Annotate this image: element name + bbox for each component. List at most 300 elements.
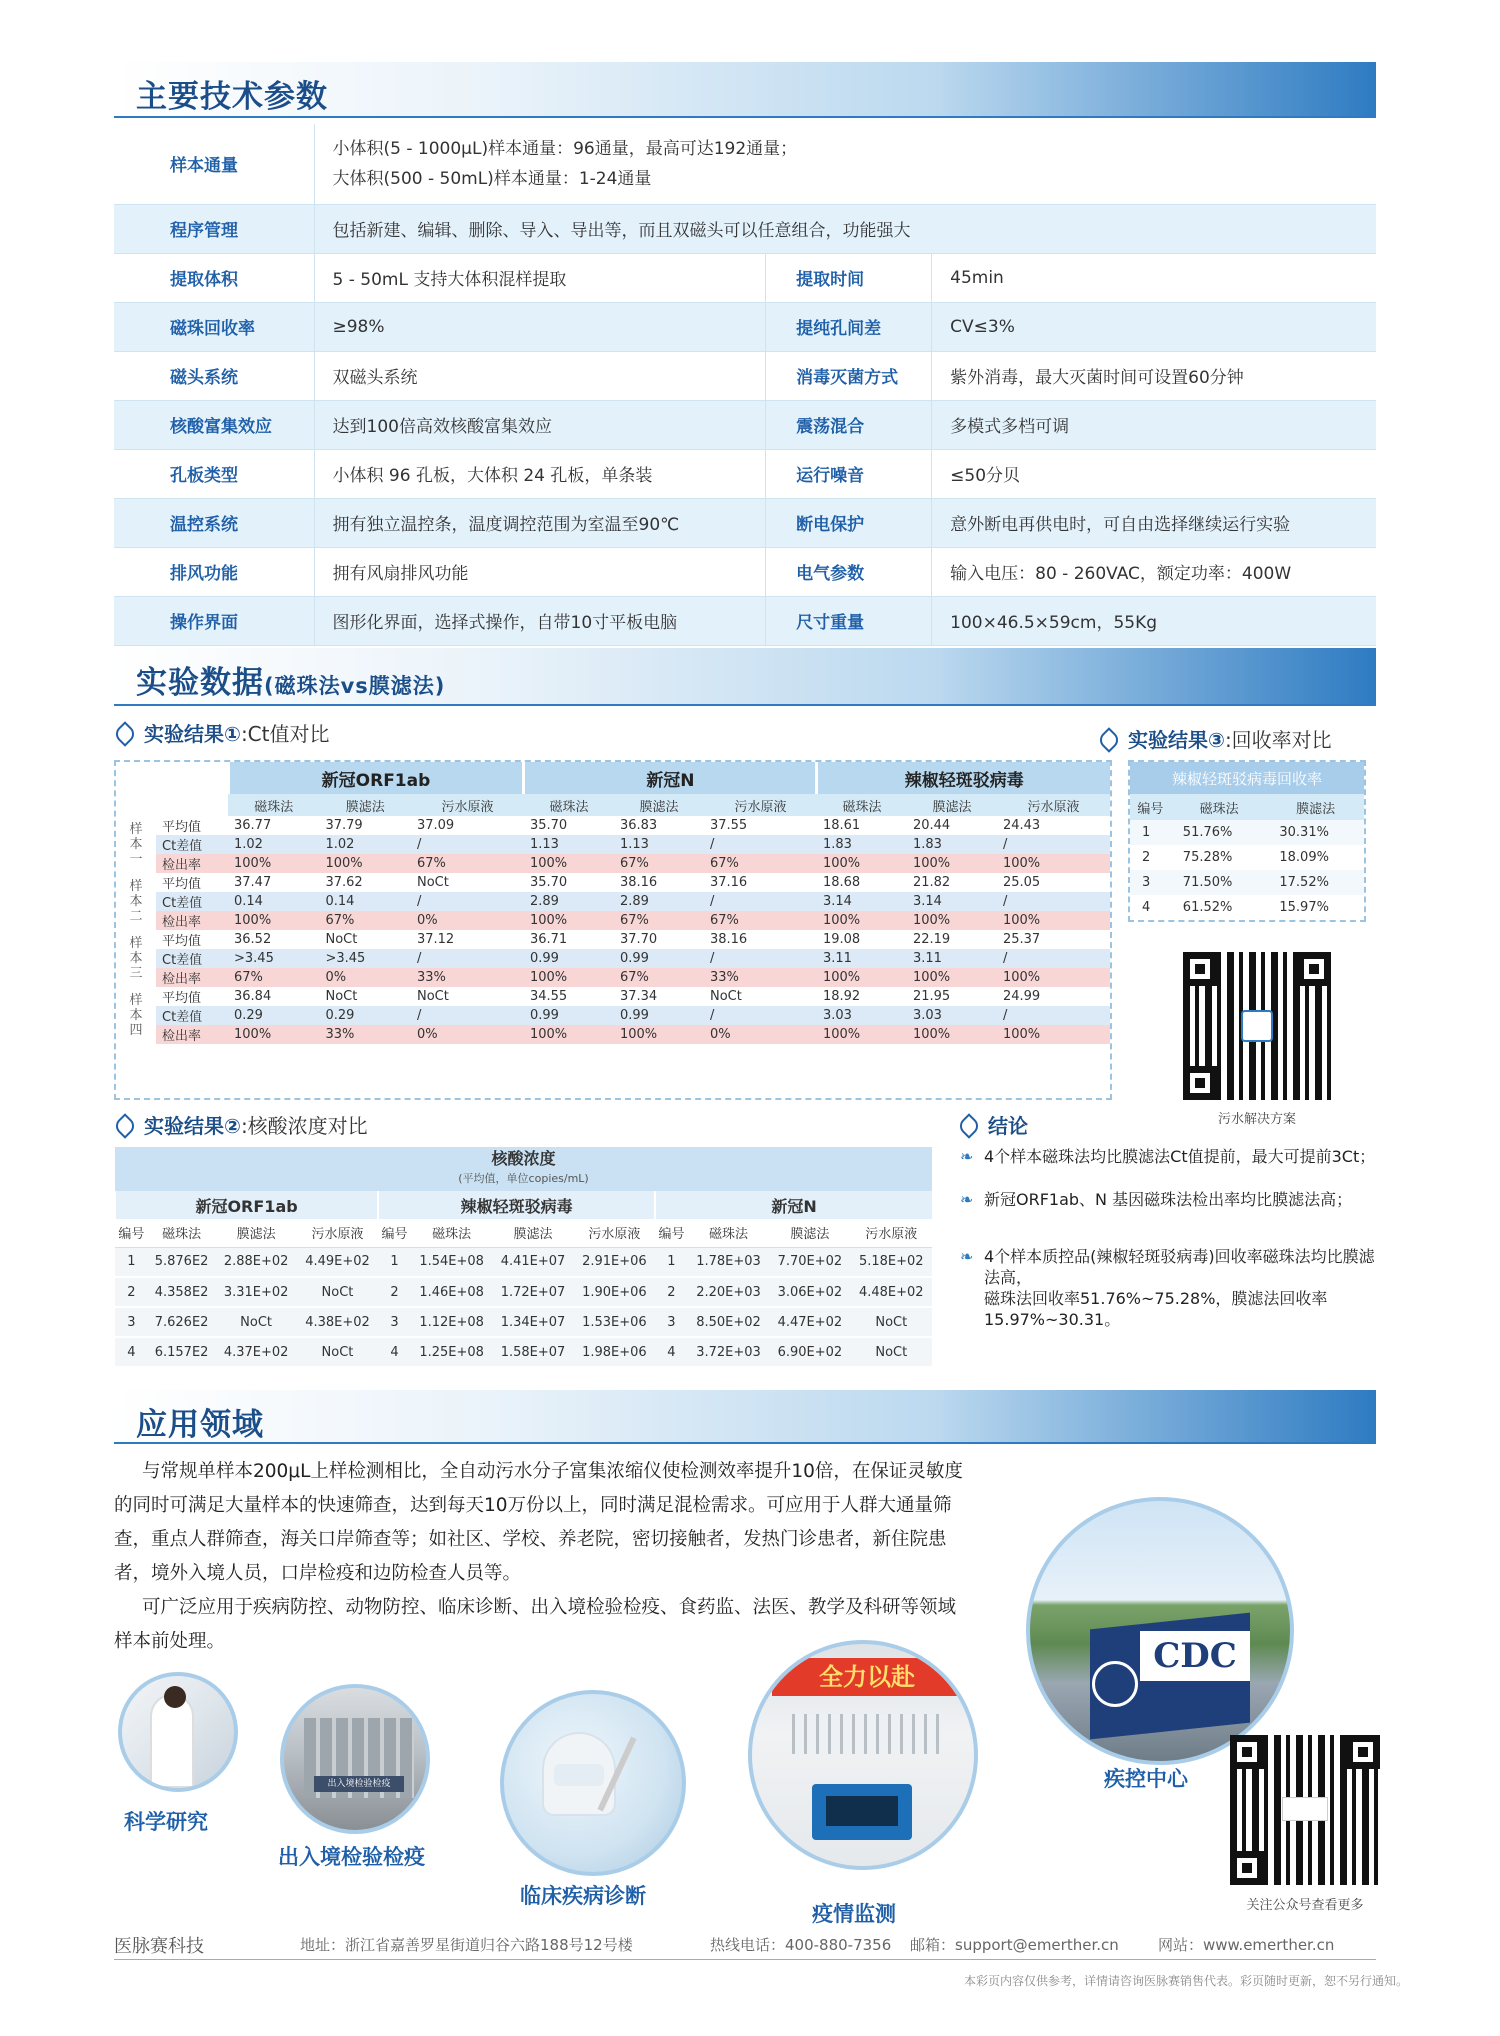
group-header: 新冠ORF1ab bbox=[115, 1191, 378, 1219]
spec-key: 核酸富集效应 bbox=[114, 400, 314, 449]
row-label: 检出率 bbox=[156, 911, 228, 930]
result3-heading: 实验结果③:回收率对比 bbox=[1100, 724, 1332, 753]
qr-code-wechat bbox=[1230, 1735, 1380, 1885]
footer-tel: 热线电话：400-880-7356 bbox=[710, 1936, 892, 1954]
sub-header: 磁珠法 bbox=[148, 1219, 216, 1247]
sub-header: 编号 bbox=[378, 1219, 411, 1247]
cell: 3.14 bbox=[817, 892, 907, 911]
cell: 100% bbox=[524, 911, 614, 930]
cell: 4.358E2 bbox=[148, 1277, 216, 1307]
group-header: 新冠N bbox=[524, 762, 817, 794]
cell: 36.52 bbox=[234, 932, 272, 947]
ct-row bbox=[116, 835, 1110, 854]
row-label: Ct差值 bbox=[156, 1006, 228, 1025]
cell: 100% bbox=[817, 968, 907, 987]
footer-email[interactable]: 邮箱：support@emerther.cn bbox=[910, 1936, 1119, 1954]
cell: NoCt bbox=[416, 989, 449, 1004]
cell: 2 bbox=[115, 1277, 148, 1307]
conclusion-item: ❧ 新冠ORF1ab、N 基因磁珠法检出率均比膜滤法高； bbox=[960, 1190, 1353, 1209]
cell: 100% bbox=[228, 911, 319, 930]
spec-value: ≥98% bbox=[314, 302, 766, 351]
cell: NoCt bbox=[325, 989, 358, 1004]
cell: 100% bbox=[524, 854, 614, 873]
cell: 0.29 bbox=[228, 1006, 319, 1025]
tech-banner bbox=[114, 62, 1376, 118]
cell: 24.99 bbox=[1002, 989, 1041, 1004]
sub-header: 磁珠法 bbox=[411, 1219, 492, 1247]
spec-row bbox=[114, 449, 1376, 498]
caption-science: 科学研究 bbox=[124, 1810, 208, 1834]
group-header: 新冠N bbox=[655, 1191, 932, 1219]
ct-table-frame bbox=[114, 760, 1112, 1100]
spec-value: 拥有独立温控条，温度调控范围为室温至90℃ bbox=[314, 498, 766, 547]
cell: 33% bbox=[411, 968, 524, 987]
spec-key: 磁珠回收率 bbox=[114, 302, 314, 351]
cell: 25.37 bbox=[1002, 932, 1041, 947]
qr-caption: 污水解决方案 bbox=[1217, 1112, 1296, 1127]
cell: 37.47 bbox=[234, 875, 272, 890]
cell: NoCt bbox=[851, 1337, 932, 1367]
spec-key: 提取时间 bbox=[766, 253, 932, 302]
ct-row bbox=[116, 949, 1110, 968]
cell: / bbox=[704, 949, 817, 968]
conclusion-heading: 结论 bbox=[960, 1110, 1028, 1139]
cell: 30.31% bbox=[1267, 820, 1364, 845]
cell: 25.05 bbox=[1002, 875, 1041, 890]
spec-value: CV≤3% bbox=[932, 302, 1376, 351]
cell: 18.68 bbox=[822, 875, 861, 890]
cell: 2.91E+06 bbox=[574, 1247, 655, 1277]
spec-row bbox=[114, 204, 1376, 253]
cell: 24.43 bbox=[1002, 818, 1041, 833]
ct-row bbox=[116, 873, 1110, 892]
cell: 35.70 bbox=[529, 875, 568, 890]
cell: 5.876E2 bbox=[148, 1247, 216, 1277]
spec-key: 样本通量 bbox=[114, 124, 314, 204]
port-photo bbox=[280, 1684, 430, 1834]
cell: 3.72E+03 bbox=[688, 1337, 769, 1367]
sample-label: 样 本 二 bbox=[116, 873, 156, 930]
cell: 1 bbox=[655, 1247, 688, 1277]
ct-row bbox=[116, 892, 1110, 911]
cell: NoCt bbox=[851, 1307, 932, 1337]
cell: 67% bbox=[614, 854, 704, 873]
spec-value: 小体积 96 孔板，大体积 24 孔板，单条装 bbox=[314, 449, 766, 498]
spec-value: 双磁头系统 bbox=[314, 351, 766, 400]
spec-row bbox=[114, 547, 1376, 596]
cell: 100% bbox=[997, 911, 1110, 930]
clinical-photo bbox=[500, 1690, 686, 1876]
cell: NoCt bbox=[709, 989, 742, 1004]
caption-cdc: 疾控中心 bbox=[1104, 1767, 1188, 1791]
cell: 19.08 bbox=[822, 932, 861, 947]
cell: 4.38E+02 bbox=[297, 1307, 378, 1337]
cell: 100% bbox=[817, 1025, 907, 1044]
sub-header: 磁珠法 bbox=[688, 1219, 769, 1247]
cell: 3.11 bbox=[907, 949, 997, 968]
pen-icon bbox=[112, 721, 137, 746]
row-label: 检出率 bbox=[156, 854, 228, 873]
slogan-banner: 全力以赴 bbox=[772, 1658, 962, 1696]
cell: 67% bbox=[704, 854, 817, 873]
spec-value: 100×46.5×59cm，55Kg bbox=[932, 596, 1376, 645]
cell: 1.98E+06 bbox=[574, 1337, 655, 1367]
cell: 1.83 bbox=[907, 835, 997, 854]
sub-header: 编号 bbox=[115, 1219, 148, 1247]
row-label: Ct差值 bbox=[156, 892, 228, 911]
spec-row bbox=[114, 124, 1376, 204]
cell: 35.70 bbox=[529, 818, 568, 833]
cell: 2 bbox=[1142, 850, 1151, 865]
cell: 0.14 bbox=[319, 892, 410, 911]
spec-table bbox=[114, 124, 1376, 646]
sub-header: 膜滤法 bbox=[319, 794, 410, 816]
cell: / bbox=[704, 892, 817, 911]
monitoring-photo bbox=[748, 1640, 978, 1870]
row-label: 检出率 bbox=[156, 1025, 228, 1044]
cell: 3 bbox=[115, 1307, 148, 1337]
spec-key: 磁头系统 bbox=[114, 351, 314, 400]
ct-row bbox=[116, 1025, 1110, 1044]
cell: 1 bbox=[378, 1247, 411, 1277]
spec-value bbox=[314, 204, 1376, 253]
sub-header: 污水原液 bbox=[297, 1219, 378, 1247]
cell: 22.19 bbox=[912, 932, 951, 947]
spec-value: 紫外消毒，最大灭菌时间可设置60分钟 bbox=[932, 351, 1376, 400]
spec-key: 运行噪音 bbox=[766, 449, 932, 498]
section-title: 应用领域 bbox=[136, 1407, 264, 1443]
spec-value-line: 大体积(500 - 50mL)样本通量：1-24通量 bbox=[332, 168, 652, 189]
cell: 2 bbox=[378, 1277, 411, 1307]
cell: 0% bbox=[411, 911, 524, 930]
spec-key: 操作界面 bbox=[114, 596, 314, 645]
cell: 3.03 bbox=[817, 1006, 907, 1025]
cell: 0% bbox=[319, 968, 410, 987]
ct-table bbox=[116, 762, 1110, 1044]
cell: 3.31E+02 bbox=[215, 1277, 296, 1307]
bullet-icon: ❧ bbox=[960, 1190, 974, 1209]
caption-monitoring: 疫情监测 bbox=[812, 1902, 896, 1926]
cell: / bbox=[411, 1006, 524, 1025]
cell: / bbox=[704, 1006, 817, 1025]
cell: 0.99 bbox=[614, 949, 704, 968]
ct-row bbox=[116, 1006, 1110, 1025]
spec-key: 断电保护 bbox=[766, 498, 932, 547]
cell: 100% bbox=[228, 1025, 319, 1044]
ct-row bbox=[116, 987, 1110, 1006]
cell: 100% bbox=[997, 854, 1110, 873]
cell: 1.58E+07 bbox=[492, 1337, 573, 1367]
cell: / bbox=[997, 949, 1110, 968]
row-label: 检出率 bbox=[156, 968, 228, 987]
footer-brand: 医脉赛科技 bbox=[114, 1936, 204, 1957]
conc-title-text: 核酸浓度 bbox=[491, 1149, 556, 1168]
cell: 67% bbox=[614, 968, 704, 987]
pen-icon bbox=[956, 1113, 981, 1138]
sub-header: 膜滤法 bbox=[907, 794, 997, 816]
spec-key: 消毒灭菌方式 bbox=[766, 351, 932, 400]
cell: / bbox=[997, 835, 1110, 854]
cell: 33% bbox=[704, 968, 817, 987]
cell: 100% bbox=[907, 968, 997, 987]
cell: 37.16 bbox=[709, 875, 748, 890]
cell: 36.77 bbox=[234, 818, 272, 833]
sub-header: 编号 bbox=[655, 1219, 688, 1247]
spec-value: 45min bbox=[932, 253, 1376, 302]
cell: 1.13 bbox=[614, 835, 704, 854]
cell: 1.78E+03 bbox=[688, 1247, 769, 1277]
cell: 67% bbox=[704, 911, 817, 930]
col-header: 编号 bbox=[1130, 794, 1171, 820]
conc-row bbox=[115, 1337, 932, 1367]
conc-note: (平均值，单位copies/mL) bbox=[458, 1172, 589, 1185]
cell: 0% bbox=[411, 1025, 524, 1044]
spec-row bbox=[114, 400, 1376, 449]
cell: 20.44 bbox=[912, 818, 951, 833]
spec-value: 图形化界面，选择式操作，自带10寸平板电脑 bbox=[314, 596, 766, 645]
concentration-table bbox=[114, 1147, 932, 1368]
cell: 3.03 bbox=[907, 1006, 997, 1025]
conc-row bbox=[115, 1307, 932, 1337]
ct-row bbox=[116, 930, 1110, 949]
cell: 3 bbox=[655, 1307, 688, 1337]
cell: 38.16 bbox=[709, 932, 748, 947]
app-banner bbox=[114, 1390, 1376, 1444]
spec-value: 5 - 50mL 支持大体积混样提取 bbox=[314, 253, 766, 302]
row-label: 平均值 bbox=[162, 934, 202, 949]
caption-clinical: 临床疾病诊断 bbox=[520, 1884, 646, 1908]
cell: 2.89 bbox=[614, 892, 704, 911]
cell: 71.50% bbox=[1171, 870, 1268, 895]
cell: / bbox=[411, 949, 524, 968]
cell: 100% bbox=[997, 1025, 1110, 1044]
cell: 5.18E+02 bbox=[851, 1247, 932, 1277]
cell: 15.97% bbox=[1279, 900, 1329, 915]
cell: 21.95 bbox=[912, 989, 951, 1004]
cell: 36.84 bbox=[234, 989, 272, 1004]
cell: 36.83 bbox=[619, 818, 658, 833]
footer-address: 地址：浙江省嘉善罗星街道归谷六路188号12号楼 bbox=[300, 1936, 633, 1954]
spec-value-line: 小体积(5 - 1000μL)样本通量：96通量，最高可达192通量； bbox=[332, 138, 798, 159]
conc-row bbox=[115, 1247, 932, 1277]
spec-value: ≤50分贝 bbox=[932, 449, 1376, 498]
row-label: Ct差值 bbox=[156, 949, 228, 968]
spec-key: 提取体积 bbox=[114, 253, 314, 302]
cell: NoCt bbox=[325, 932, 358, 947]
cell: 1.02 bbox=[228, 835, 319, 854]
cell: 3.11 bbox=[817, 949, 907, 968]
exp-banner bbox=[114, 648, 1376, 706]
spec-value: 意外断电再供电时，可自由选择继续运行实验 bbox=[932, 498, 1376, 547]
cell: 4.48E+02 bbox=[851, 1277, 932, 1307]
port-sign: 出入境检验检疫 bbox=[314, 1776, 404, 1792]
ct-row bbox=[116, 816, 1110, 835]
sample-label: 样 本 四 bbox=[116, 987, 156, 1044]
cell: 3.06E+02 bbox=[769, 1277, 850, 1307]
cell: 67% bbox=[228, 968, 319, 987]
spec-value: 输入电压：80 - 260VAC，额定功率：400W bbox=[932, 547, 1376, 596]
cell: / bbox=[411, 892, 524, 911]
footer bbox=[114, 1932, 1376, 1960]
sub-header: 膜滤法 bbox=[614, 794, 704, 816]
sub-header: 膜滤法 bbox=[492, 1219, 573, 1247]
cell: 37.55 bbox=[709, 818, 748, 833]
spec-key: 震荡混合 bbox=[766, 400, 932, 449]
cell: 100% bbox=[907, 911, 997, 930]
cell: 4.49E+02 bbox=[297, 1247, 378, 1277]
cdc-sign: CDC bbox=[1140, 1631, 1250, 1681]
cell: 0.99 bbox=[524, 949, 614, 968]
cell: 1.72E+07 bbox=[492, 1277, 573, 1307]
sub-header: 污水原液 bbox=[851, 1219, 932, 1247]
spec-value: 达到100倍高效核酸富集效应 bbox=[314, 400, 766, 449]
cell: 37.12 bbox=[416, 932, 455, 947]
cell: 100% bbox=[817, 911, 907, 930]
science-photo bbox=[118, 1672, 238, 1792]
conc-title bbox=[115, 1147, 932, 1191]
recovery-title: 辣椒轻斑驳病毒回收率 bbox=[1130, 762, 1364, 794]
cell: 37.34 bbox=[619, 989, 658, 1004]
qr-code bbox=[1183, 952, 1331, 1100]
bullet-icon: ❧ bbox=[960, 1247, 974, 1266]
cell: 1.90E+06 bbox=[574, 1277, 655, 1307]
conc-row bbox=[115, 1277, 932, 1307]
cell: 100% bbox=[524, 1025, 614, 1044]
cell: NoCt bbox=[297, 1337, 378, 1367]
sub-header: 污水原液 bbox=[704, 794, 817, 816]
cell: 100% bbox=[817, 854, 907, 873]
cell: 1 bbox=[115, 1247, 148, 1277]
cell: 67% bbox=[319, 911, 410, 930]
spec-key: 提纯孔间差 bbox=[766, 302, 932, 351]
application-text: 与常规单样本200μL上样检测相比，全自动污水分子富集浓缩仪使检测效率提升10倍，在保证灵敏度的同时可满足大量样本的快速筛查，达到每天10万份以上，同时满足混检需求。可应用于人群大通量筛查，重点人群筛查，海关口岸筛查等；如社区、学校、养老院，密切接触者，发热门诊患者，新住院患者，境外入境人员，口岸检疫和边防检查人员等。 可广泛应用于疾病防控、动物防控、临床诊断、出入境检验检疫、食药监、法医、教学及科研等领域样本前处理。 bbox=[114, 1461, 963, 1652]
blank bbox=[116, 762, 228, 794]
sub-header: 污水原液 bbox=[574, 1219, 655, 1247]
cell: 100% bbox=[907, 1025, 997, 1044]
sub-header: 磁珠法 bbox=[817, 794, 907, 816]
cell: 3 bbox=[378, 1307, 411, 1337]
recovery-table bbox=[1130, 762, 1364, 920]
cell: 0% bbox=[704, 1025, 817, 1044]
cell: NoCt bbox=[416, 875, 449, 890]
cell: 1.12E+08 bbox=[411, 1307, 492, 1337]
cell: 37.70 bbox=[619, 932, 658, 947]
ct-row bbox=[116, 854, 1110, 873]
cell: 1.13 bbox=[524, 835, 614, 854]
sample-label: 样 本 一 bbox=[116, 816, 156, 873]
cell: / bbox=[997, 1006, 1110, 1025]
cell: 34.55 bbox=[529, 989, 568, 1004]
sub-header: 污水原液 bbox=[411, 794, 524, 816]
cell: 0.99 bbox=[614, 1006, 704, 1025]
cell: 33% bbox=[319, 1025, 410, 1044]
cell: 100% bbox=[228, 854, 319, 873]
group-header: 新冠ORF1ab bbox=[228, 762, 524, 794]
spec-key: 程序管理 bbox=[114, 204, 314, 253]
cdc-photo bbox=[1026, 1497, 1294, 1765]
cell: 3.14 bbox=[907, 892, 997, 911]
spec-row bbox=[114, 498, 1376, 547]
footer-web[interactable]: 网站：www.emerther.cn bbox=[1158, 1936, 1335, 1954]
group-header: 辣椒轻斑驳病毒 bbox=[817, 762, 1110, 794]
cell: 100% bbox=[524, 968, 614, 987]
cell: 4.47E+02 bbox=[769, 1307, 850, 1337]
cell: 2.89 bbox=[524, 892, 614, 911]
cell: 1.46E+08 bbox=[411, 1277, 492, 1307]
spec-row bbox=[114, 302, 1376, 351]
spec-row bbox=[114, 596, 1376, 645]
cell: 0.14 bbox=[228, 892, 319, 911]
cell: 7.626E2 bbox=[148, 1307, 216, 1337]
cell: 75.28% bbox=[1182, 850, 1233, 865]
conclusion-item: ❧ 4个样本磁珠法均比膜滤法Ct值提前，最大可提前3Ct； bbox=[960, 1147, 1376, 1166]
row-label: 平均值 bbox=[162, 991, 202, 1006]
sub-header: 污水原液 bbox=[997, 794, 1110, 816]
cell: 37.79 bbox=[325, 818, 363, 833]
cell: 18.92 bbox=[822, 989, 861, 1004]
disclaimer: 本彩页内容仅供参考，详情请咨询医脉赛销售代表。彩页随时更新，恕不另行通知。 bbox=[963, 1974, 1408, 1988]
cell: 4 bbox=[655, 1337, 688, 1367]
row-label: Ct差值 bbox=[156, 835, 228, 854]
spec-key: 孔板类型 bbox=[114, 449, 314, 498]
conclusion-item: ❧ 4个样本质控品(辣椒轻斑驳病毒)回收率磁珠法均比膜滤法高， 磁珠法回收率51.76%~75.28%，膜滤法回收率15.97%~30.31。 bbox=[960, 1247, 1375, 1329]
cell: 4 bbox=[1142, 900, 1151, 915]
spec-key: 电气参数 bbox=[766, 547, 932, 596]
section-title: 主要技术参数 bbox=[136, 79, 328, 115]
pen-icon bbox=[1096, 727, 1121, 752]
cell: 1.02 bbox=[319, 835, 410, 854]
cell: 4.37E+02 bbox=[215, 1337, 296, 1367]
brand-logo-icon bbox=[1282, 1797, 1328, 1821]
blank bbox=[116, 794, 228, 816]
cell: 51.76% bbox=[1171, 820, 1268, 845]
result2-heading: 实验结果②:核酸浓度对比 bbox=[116, 1110, 368, 1139]
section-title: 实验数据(磁珠法vs膜滤法) bbox=[136, 665, 446, 701]
cell: 67% bbox=[411, 854, 524, 873]
cell: 2 bbox=[655, 1277, 688, 1307]
cell: / bbox=[704, 835, 817, 854]
col-header: 膜滤法 bbox=[1267, 794, 1364, 820]
cell: 3 bbox=[1130, 870, 1171, 895]
cell: NoCt bbox=[297, 1277, 378, 1307]
cell: >3.45 bbox=[228, 949, 319, 968]
cell: 67% bbox=[614, 911, 704, 930]
spec-row bbox=[114, 351, 1376, 400]
row-label: 平均值 bbox=[162, 820, 202, 835]
cell: 4.41E+07 bbox=[492, 1247, 573, 1277]
cell: 4 bbox=[115, 1337, 148, 1367]
cell: 1.83 bbox=[817, 835, 907, 854]
cell: 38.16 bbox=[619, 875, 658, 890]
sub-header: 磁珠法 bbox=[524, 794, 614, 816]
sub-header: 膜滤法 bbox=[215, 1219, 296, 1247]
cell: 21.82 bbox=[912, 875, 951, 890]
book-icon bbox=[1241, 1010, 1273, 1042]
spec-key: 尺寸重量 bbox=[766, 596, 932, 645]
cell: / bbox=[997, 892, 1110, 911]
group-header: 辣椒轻斑驳病毒 bbox=[378, 1191, 655, 1219]
cell: 100% bbox=[907, 854, 997, 873]
cell: 100% bbox=[997, 968, 1110, 987]
cell: 37.09 bbox=[416, 818, 455, 833]
cell: >3.45 bbox=[319, 949, 410, 968]
sub-header: 膜滤法 bbox=[769, 1219, 850, 1247]
sub-header: 磁珠法 bbox=[228, 794, 319, 816]
cell: 7.70E+02 bbox=[769, 1247, 850, 1277]
cell: 18.09% bbox=[1279, 850, 1329, 865]
hhs-logo-icon bbox=[1092, 1661, 1138, 1707]
col-header: 磁珠法 bbox=[1171, 794, 1268, 820]
